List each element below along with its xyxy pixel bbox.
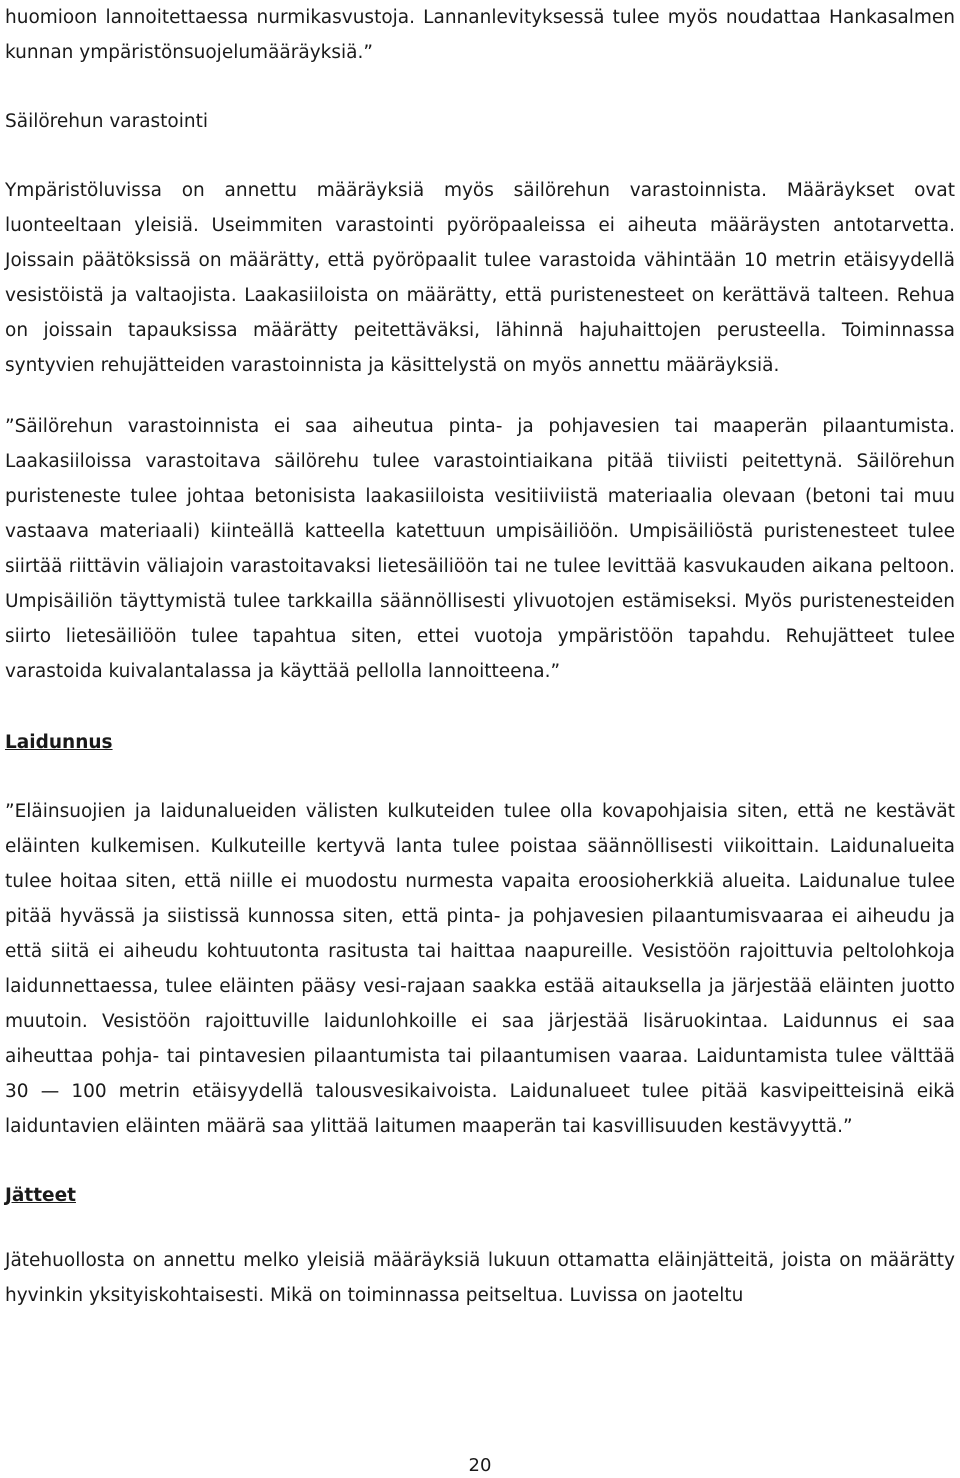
heading-waste: Jätteet [5, 1185, 76, 1206]
paragraph-grazing-quote: ”Eläinsuojien ja laidunalueiden välisten kulkuteiden tulee olla kovapohjaisia siten, että ne kestävät eläinten kulkemisen. Kulkuteille kertyvä lanta tulee poistaa säännöllisesti viikoittain. Laidunalueita tulee hoitaa siten, että niille ei muodostu nurmesta vapaita eroosioherkkiä alueita. Laidunalue tulee pitää hyvässä ja siistissä kunnossa siten, että pinta- ja pohjavesien pilaantumisvaaraa ei aiheudu ja että siitä ei aiheudu kohtuutonta rasitusta tai haittaa naapureille. Vesistöön rajoittuvia peltolohkoja laidunnettaessa, tulee eläinten pääsy vesi-rajaan saakka estää aitauksella ja järjestää eläinten juotto muutoin. Vesistöön rajoittuville laidunlohkoille ei saa järjestää lisäruokintaa. Laidunnus ei saa aiheuttaa pohja- tai pintavesien pilaantumista tai pilaantumisen vaaraa. Laiduntamista tulee välttää 30 — 100 metrin etäisyydellä talousvesikaivoista. Laidunalueet tulee pitää kasvipeitteisinä eikä laiduntavien eläinten määrä saa ylittää laitumen maaperän tai kasvillisuuden kestävyyttä.” [5, 801, 955, 1137]
paragraph-waste: Jätehuollosta on annettu melko yleisiä määräyksiä lukuun ottamatta eläinjätteitä, joista on määrätty hyvinkin yksityiskohtaisesti. Mikä on toiminnassa peitseltua. Luvissa on jaoteltu [5, 1250, 955, 1306]
heading-silage-storage: Säilörehun varastointi [5, 111, 209, 132]
paragraph-silage-quote: ”Säilörehun varastoinnista ei saa aiheutua pinta- ja pohjavesien tai maaperän pilaantumista. Laakasiiloissa varastoitava säilörehu tulee varastointiaikana pitää tiiviisti peitettynä. Säilörehun puristeneste tulee johtaa betonisista laakasiiloista vesitiiviistä materiaalia olevaan (betoni tai muu vastaava materiaali) kiinteällä katteella katettuun umpisäiliöön. Umpisäiliöstä puristenesteet tulee siirtää riittävin väliajoin varastoitavaksi lietesäiliöön tai ne tulee levittää kasvukauden aikana peltoon. Umpisäiliön täyttymistä tulee tarkkailla säännöllisesti ylivuotojen estämiseksi. Myös puristenesteiden siirto lietesäiliöön tulee tapahtua siten, ettei vuotoja ympäristöön tapahdu. Rehujätteet tulee varastoida kuivalantalassa ja käyttää pellolla lannoitteena.” [5, 416, 955, 682]
heading-grazing: Laidunnus [5, 732, 113, 753]
page-number: 20 [468, 1455, 492, 1476]
document-body [5, 0, 955, 1313]
paragraph-intro: huomioon lannoitettaessa nurmikasvustoja. Lannanlevityksessä tulee myös noudattaa Hankasalmen kunnan ympäristönsuojelumääräyksiä.” [5, 7, 955, 63]
paragraph-silage-regulations: Ympäristöluvissa on annettu määräyksiä myös säilörehun varastoinnista. Määräykset ovat luonteeltaan yleisiä. Useimmiten varastointi pyöröpaaleissa ei aiheuta määräysten antotarvetta. Joissain päätöksissä on määrätty, että pyöröpaalit tulee varastoida vähintään 10 metrin etäisyydellä vesistöistä ja valtaojista. Laakasiiloista on määrätty, että puristenesteet on kerättävä talteen. Rehua on joissain tapauksissa määrätty peitettäväksi, lähinnä hajuhaittojen perusteella. Toiminnassa syntyvien rehujätteiden varastoinnista ja käsittelystä on myös annettu määräyksiä. [5, 180, 955, 376]
